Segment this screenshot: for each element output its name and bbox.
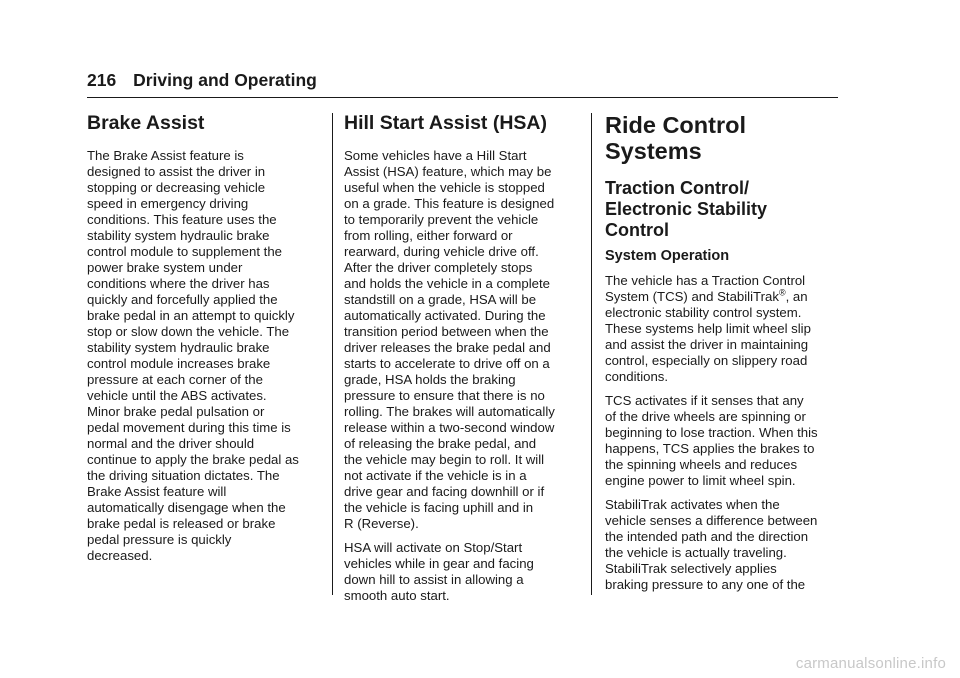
hsa-paragraph-1 (344, 148, 584, 532)
text-line: engine power to limit wheel spin. (605, 473, 796, 488)
text-line: The Brake Assist feature is (87, 148, 244, 163)
registered-mark: ® (778, 287, 786, 298)
text-line: Control (605, 220, 669, 240)
text-line: brake pedal is released or brake (87, 516, 276, 531)
text-line: to temporarily prevent the vehicle (344, 212, 539, 227)
column-divider-1 (332, 113, 333, 595)
text-line: control module to supplement the (87, 244, 282, 259)
text-line: driver releases the brake pedal and (344, 340, 551, 355)
column-hill-start-assist (344, 112, 584, 612)
column-brake-assist (87, 112, 327, 572)
text-line: electronic stability control system. (605, 305, 802, 320)
text-line: release within a two-second window (344, 420, 555, 435)
text-line: transition period between when the (344, 324, 549, 339)
traction-control-heading (605, 178, 845, 241)
text-line: and holds the vehicle in a complete (344, 276, 551, 291)
brake-assist-heading: Brake Assist (87, 112, 205, 134)
text-line: StabiliTrak activates when the (605, 497, 780, 512)
text-line: brake pedal in an attempt to quickly (87, 308, 295, 323)
text-line: beginning to lose traction. When this (605, 425, 818, 440)
text-line: These systems help limit wheel slip (605, 321, 811, 336)
header-rule (87, 97, 838, 98)
text-line: the vehicle may begin to roll. It will (344, 452, 545, 467)
column-divider-2 (591, 113, 592, 595)
text-line: Brake Assist feature will (87, 484, 227, 499)
text-line: not activate if the vehicle is in a (344, 468, 527, 483)
text-line: stability system hydraulic brake (87, 340, 270, 355)
hsa-heading: Hill Start Assist (HSA) (344, 112, 547, 134)
text-line: of the drive wheels are spinning or (605, 409, 806, 424)
text-line: After the driver completely stops (344, 260, 533, 275)
text-line: pedal pressure is quickly (87, 532, 232, 547)
brake-assist-paragraph (87, 148, 327, 564)
text-line: vehicle senses a difference between (605, 513, 818, 528)
text-line: rearward, during vehicle drive off. (344, 244, 539, 259)
text-line: power brake system under (87, 260, 243, 275)
text-line: pressure at each corner of the (87, 372, 263, 387)
p1-line-2-pre: System (TCS) and StabiliTrak (605, 289, 779, 304)
text-line: R (Reverse). (344, 516, 419, 531)
text-line: useful when the vehicle is stopped (344, 180, 545, 195)
text-line: pedal movement during this time is (87, 420, 291, 435)
text-line: automatically activated. During the (344, 308, 546, 323)
text-line: standstill on a grade, HSA will be (344, 292, 537, 307)
text-line: on a grade. This feature is designed (344, 196, 555, 211)
text-line: the driving situation dictates. The (87, 468, 280, 483)
text-line: and assist the driver in maintaining (605, 337, 809, 352)
text-line: stopping or decreasing vehicle (87, 180, 266, 195)
text-line: control module increases brake (87, 356, 271, 371)
p1-line-1: The vehicle has a Traction Control (605, 273, 806, 288)
text-line: rolling. The brakes will automatically (344, 404, 555, 419)
text-line: pressure to ensure that there is no (344, 388, 545, 403)
hsa-paragraph-2 (344, 540, 584, 604)
section-title: Driving and Operating (133, 70, 317, 90)
stabilitrak-paragraph (605, 497, 845, 593)
text-line: the vehicle is facing uphill and in (344, 500, 534, 515)
text-line: braking pressure to any one of the (605, 577, 806, 592)
text-line: conditions where the driver has (87, 276, 270, 291)
page-number: 216 (87, 70, 117, 90)
system-operation-heading: System Operation (605, 248, 730, 264)
text-line: designed to assist the driver in (87, 164, 266, 179)
text-line: decreased. (87, 548, 153, 563)
text-line: StabiliTrak selectively applies (605, 561, 777, 576)
text-line: the intended path and the direction (605, 529, 809, 544)
tcs-paragraph (605, 393, 845, 489)
text-line: stability system hydraulic brake (87, 228, 270, 243)
text-line: speed in emergency driving (87, 196, 249, 211)
text-line: vehicles while in gear and facing (344, 556, 534, 571)
text-line: Some vehicles have a Hill Start (344, 148, 527, 163)
text-line: HSA will activate on Stop/Start (344, 540, 523, 555)
text-line: grade, HSA holds the braking (344, 372, 516, 387)
text-line: normal and the driver should (87, 436, 255, 451)
text-line: vehicle until the ABS activates. (87, 388, 267, 403)
text-line: automatically disengage when the (87, 500, 286, 515)
text-line: Assist (HSA) feature, which may be (344, 164, 552, 179)
system-operation-paragraph-1 (605, 273, 845, 385)
text-line: starts to accelerate to drive off on a (344, 356, 550, 371)
watermark: carmanualsonline.info (795, 655, 946, 672)
ride-control-heading: Ride Control Systems (605, 112, 746, 164)
text-line: control, especially on slippery road (605, 353, 808, 368)
text-line: of releasing the brake pedal, and (344, 436, 537, 451)
page-header (87, 70, 317, 91)
text-line: stop or slow down the vehicle. The (87, 324, 290, 339)
p1-line-2-post: , an (785, 289, 808, 304)
text-line: the spinning wheels and reduces (605, 457, 798, 472)
text-line: down hill to assist in allowing a (344, 572, 524, 587)
text-line: Minor brake pedal pulsation or (87, 404, 265, 419)
text-line: happens, TCS applies the brakes to (605, 441, 815, 456)
column-ride-control (605, 112, 845, 601)
text-line: from rolling, either forward or (344, 228, 513, 243)
text-line: TCS activates if it senses that any (605, 393, 804, 408)
text-line: conditions. (605, 369, 669, 384)
text-line: the vehicle is actually traveling. (605, 545, 787, 560)
text-line: Traction Control/ (605, 178, 749, 198)
p1-rest (605, 305, 811, 384)
text-line: smooth auto start. (344, 588, 450, 603)
text-line: conditions. This feature uses the (87, 212, 277, 227)
text-line: quickly and forcefully applied the (87, 292, 278, 307)
text-line: drive gear and facing downhill or if (344, 484, 545, 499)
text-line: continue to apply the brake pedal as (87, 452, 299, 467)
text-line: Electronic Stability (605, 199, 768, 219)
